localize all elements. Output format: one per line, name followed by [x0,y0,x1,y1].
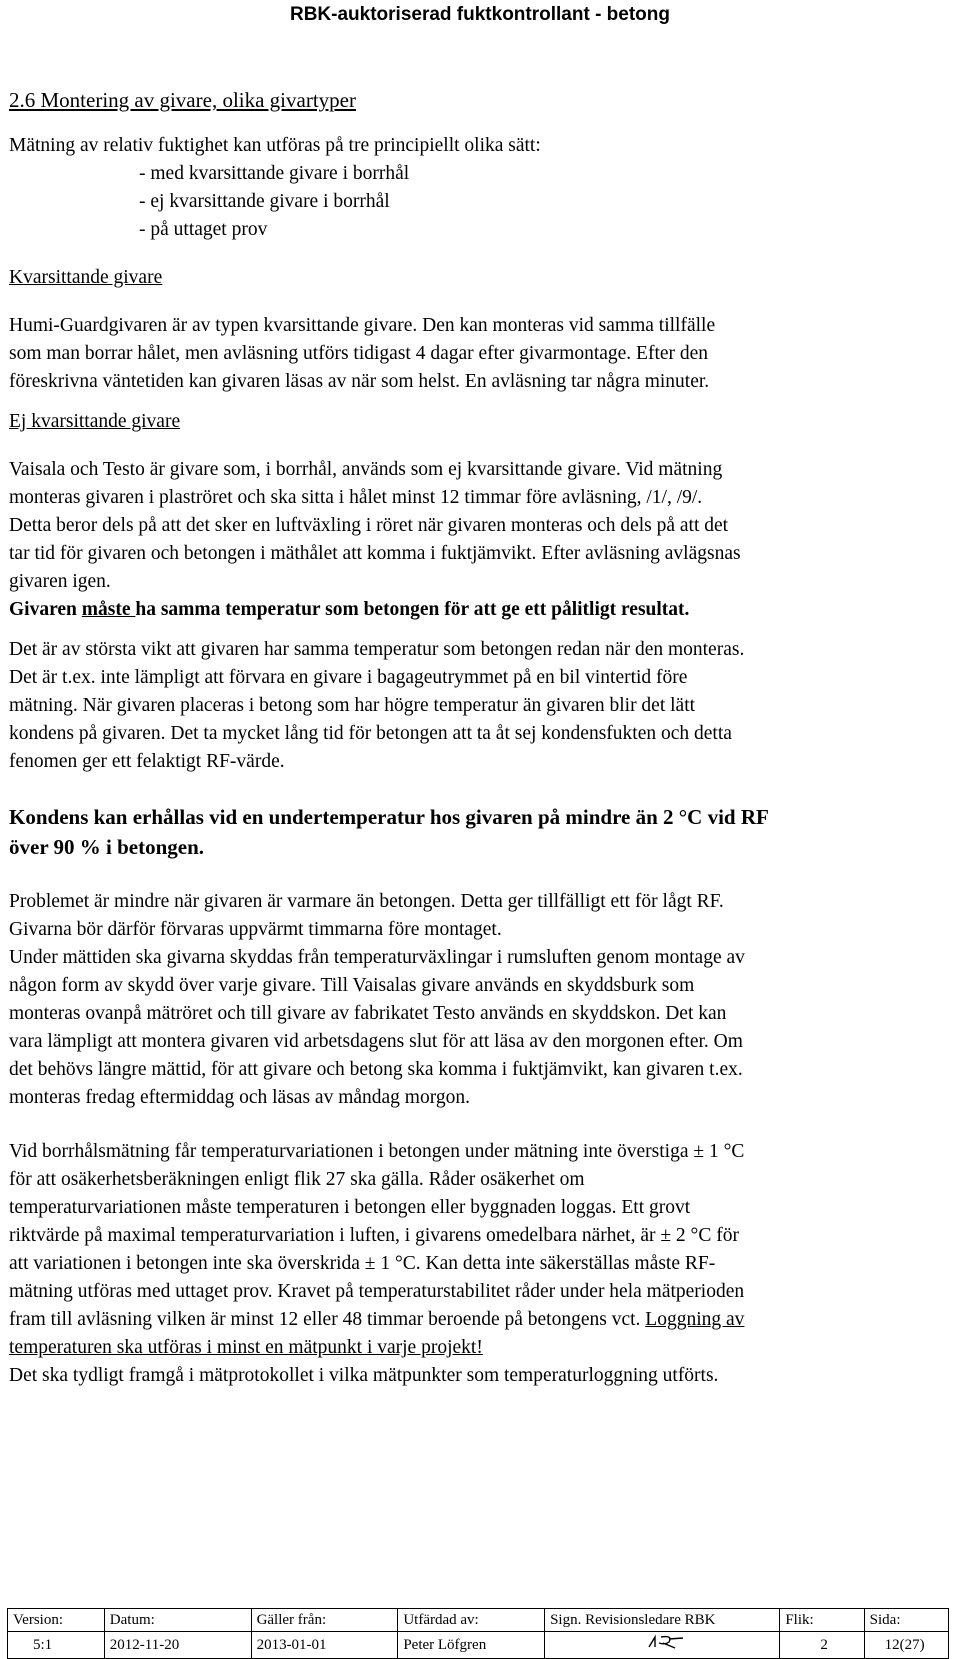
section-title: 2.6 Montering av givare, olika givartyper [9,88,356,112]
footer-value-page: 12(27) [864,1632,948,1659]
footer-label-page: Sida: [864,1609,948,1632]
paragraph-line: Vaisala och Testo är givare som, i borrhål, används som ej kvarsittande givare. Vid mätning [9,459,723,480]
paragraph-line [9,1306,949,1334]
paragraph-line: tar tid för givaren och betongen i mäthålet att komma i fuktjämvikt. Efter avläsning avlägsnas [9,543,741,564]
intro-text: Mätning av relativ fuktighet kan utföras på tre principiellt olika sätt: [9,135,541,156]
footer-label-signature: Sign. Revisionsledare RBK [545,1609,780,1632]
paragraph-line: för att osäkerhetsberäkningen enligt flik 27 ska gälla. Råder osäkerhet om [9,1169,585,1190]
warning-line [9,596,949,624]
signature-mark [645,1633,689,1651]
paragraph-line: vara lämpligt att montera givaren vid arbetsdagens slut för att läsa av den morgonen efter. Om [9,1031,743,1052]
paragraph-line: monteras fredag eftermiddag och läsas av måndag morgon. [9,1087,470,1108]
footer-value-version: 5:1 [8,1632,105,1659]
paragraph-line: fenomen ger ett felaktigt RF-värde. [9,751,285,772]
warning-post: ha samma temperatur som betongen för att ge ett pålitligt resultat. [135,599,690,620]
paragraph-line: det behövs längre mättid, för att givare och betong ska komma i fuktjämvikt, kan givaren t.ex. [9,1059,743,1080]
paragraph-line: mätning utföras med uttaget prov. Kravet på temperaturstabilitet råder under hela mätperioden [9,1281,745,1302]
paragraph-line: Det ska tydligt framgå i mätprotokollet i vilka mätpunkter som temperaturloggning utförts. [9,1365,719,1386]
paragraph-line: riktvärde på maximal temperaturvariation i luften, i givarens omedelbara närhet, är ± 2 °C för [9,1225,739,1246]
paragraph-line: Detta beror dels på att det sker en luftväxling i röret när givaren monteras och dels på att det [9,515,729,536]
kondens-warning-line: Kondens kan erhållas vid en undertemperatur hos givaren på mindre än 2 °C vid RF [9,805,769,829]
paragraph-line: Problemet är mindre när givaren är varmare än betongen. Detta ger tillfälligt ett för lågt RF. [9,891,724,912]
paragraph-line: någon form av skydd över varje givare. Till Vaisalas givare används en skyddsburk som [9,975,695,996]
footer-value-tab: 2 [780,1632,864,1659]
footer-value-valid-from: 2013-01-01 [251,1632,398,1659]
footer-value-date: 2012-11-20 [104,1632,251,1659]
paragraph-line: kondens på givaren. Det ta mycket lång tid för betongen att ta åt sej kondensfukten och detta [9,723,732,744]
footer-value-signature [545,1632,780,1659]
footer-label-issued-by: Utfärdad av: [398,1609,545,1632]
kvarsittande-heading: Kvarsittande givare [9,267,163,288]
logging-requirement: temperaturen ska utföras i minst en mätpunkt i varje projekt! [9,1337,483,1358]
method-item: - med kvarsittande givare i borrhål [139,163,410,184]
paragraph-line: föreskrivna väntetiden kan givaren läsas av när som helst. En avläsning tar några minuter. [9,371,710,392]
document-footer-table [7,1608,949,1659]
footer-label-tab: Flik: [780,1609,864,1632]
paragraph-line: givaren igen. [9,571,111,592]
paragraph-line: monteras givaren i plaströret och ska sitta i hålet minst 12 timmar före avläsning, /1/, /9/. [9,487,703,508]
ej-kvarsittande-heading: Ej kvarsittande givare [9,411,181,432]
page-header: RBK-auktoriserad fuktkontrollant - betong [289,4,670,25]
paragraph-line: att variationen i betongen inte ska överskrida ± 1 °C. Kan detta inte säkerställas måste RF- [9,1253,716,1274]
logging-requirement: Loggning av [645,1309,745,1330]
footer-label-date: Datum: [104,1609,251,1632]
footer-labels-row [8,1609,949,1632]
warning-emphasis: måste [81,599,136,620]
warning-pre: Givaren [9,599,82,620]
paragraph-line: mätning. När givaren placeras i betong som har högre temperatur än givaren blir det lätt [9,695,696,716]
paragraph-line: Givarna bör därför förvaras uppvärmt timmarna före montaget. [9,919,502,940]
method-item: - ej kvarsittande givare i borrhål [139,191,390,212]
line-text: fram till avläsning vilken är minst 12 eller 48 timmar beroende på betongens vct. [9,1309,646,1330]
footer-values-row [8,1632,949,1659]
footer-label-valid-from: Gäller från: [251,1609,398,1632]
paragraph-line: Det är t.ex. inte lämpligt att förvara en givare i bagageutrymmet på en bil vintertid före [9,667,688,688]
paragraph-line: temperaturvariationen måste temperaturen i betongen eller byggnaden loggas. Ett grovt [9,1197,691,1218]
paragraph-line: Det är av största vikt att givaren har samma temperatur som betongen redan när den monteras. [9,639,745,660]
paragraph-line: Under mättiden ska givarna skyddas från temperaturväxlingar i rumsluften genom montage av [9,947,745,968]
footer-label-version: Version: [8,1609,105,1632]
paragraph-line: Humi-Guardgivaren är av typen kvarsittande givare. Den kan monteras vid samma tillfälle [9,315,716,336]
paragraph-line: monteras ovanpå mätröret och till givare av fabrikatet Testo används en skyddskon. Det kan [9,1003,727,1024]
footer-value-issued-by: Peter Löfgren [398,1632,545,1659]
paragraph-line: som man borrar hålet, men avläsning utförs tidigast 4 dagar efter givarmontage. Efter den [9,343,709,364]
kondens-warning-line: över 90 % i betongen. [9,835,205,859]
paragraph-line: Vid borrhålsmätning får temperaturvariationen i betongen under mätning inte överstiga ± 1 °C [9,1141,745,1162]
method-item: - på uttaget prov [139,219,268,240]
document-body [9,86,949,1390]
